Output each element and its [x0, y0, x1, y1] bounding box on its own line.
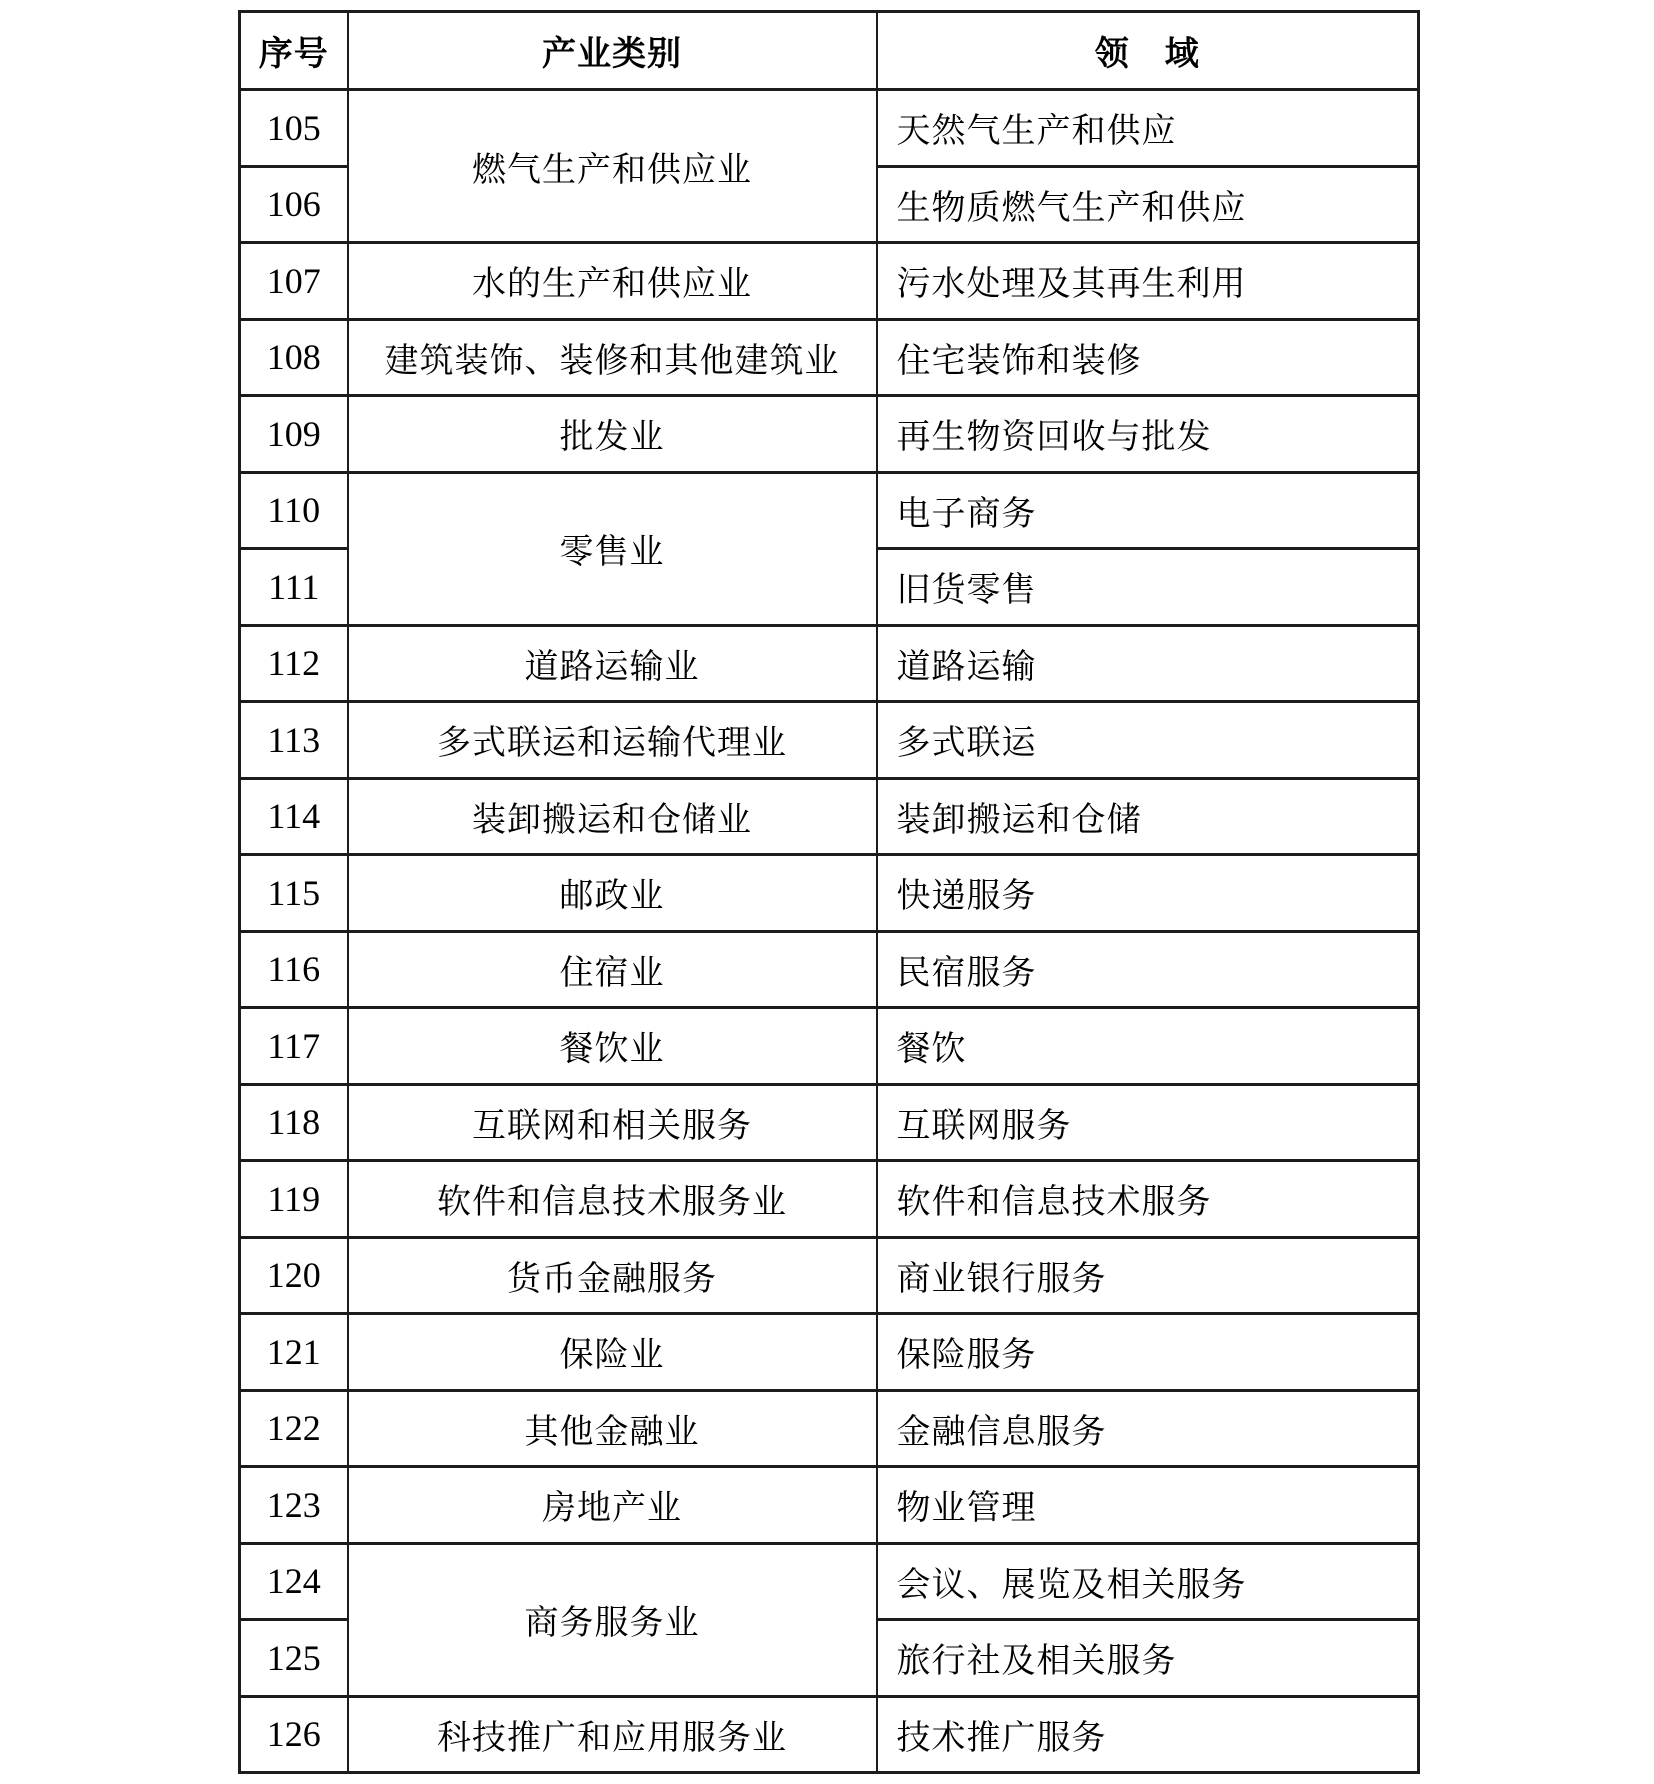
serial-number-cell: 118 [240, 1084, 348, 1161]
col-header-industry-category: 产业类别 [348, 12, 877, 90]
industry-category-cell: 住宿业 [348, 931, 877, 1008]
serial-number-cell: 113 [240, 702, 348, 779]
table-row [240, 778, 1419, 855]
col-header-field: 领 域 [877, 12, 1419, 90]
industry-category-cell: 房地产业 [348, 1467, 877, 1544]
table-row [240, 855, 1419, 932]
serial-number-cell: 126 [240, 1696, 348, 1773]
field-cell: 旧货零售 [877, 549, 1419, 626]
table-row [240, 1390, 1419, 1467]
field-cell: 金融信息服务 [877, 1390, 1419, 1467]
table-row [240, 396, 1419, 473]
table-row [240, 1237, 1419, 1314]
field-cell: 技术推广服务 [877, 1696, 1419, 1773]
field-cell: 道路运输 [877, 625, 1419, 702]
table-row [240, 90, 1419, 167]
serial-number-cell: 108 [240, 319, 348, 396]
field-cell: 商业银行服务 [877, 1237, 1419, 1314]
table-row [240, 702, 1419, 779]
industry-category-cell: 建筑装饰、装修和其他建筑业 [348, 319, 877, 396]
industry-category-cell: 商务服务业 [348, 1543, 877, 1696]
industry-category-cell: 零售业 [348, 472, 877, 625]
serial-number-cell: 107 [240, 243, 348, 320]
table-body [240, 90, 1419, 1773]
industry-category-cell: 保险业 [348, 1314, 877, 1391]
serial-number-cell: 122 [240, 1390, 348, 1467]
table-row [240, 243, 1419, 320]
field-cell: 装卸搬运和仓储 [877, 778, 1419, 855]
serial-number-cell: 124 [240, 1543, 348, 1620]
table-row [240, 1314, 1419, 1391]
table-row [240, 1543, 1419, 1620]
field-cell: 物业管理 [877, 1467, 1419, 1544]
serial-number-cell: 125 [240, 1620, 348, 1697]
field-cell: 生物质燃气生产和供应 [877, 166, 1419, 243]
table-row [240, 1467, 1419, 1544]
industry-category-cell: 其他金融业 [348, 1390, 877, 1467]
field-cell: 软件和信息技术服务 [877, 1161, 1419, 1238]
field-cell: 污水处理及其再生利用 [877, 243, 1419, 320]
industry-category-cell: 货币金融服务 [348, 1237, 877, 1314]
industry-category-cell: 水的生产和供应业 [348, 243, 877, 320]
col-header-serial-number: 序号 [240, 12, 348, 90]
serial-number-cell: 120 [240, 1237, 348, 1314]
table-row [240, 1008, 1419, 1085]
table-row [240, 472, 1419, 549]
table-row [240, 931, 1419, 1008]
serial-number-cell: 109 [240, 396, 348, 473]
industry-category-cell: 多式联运和运输代理业 [348, 702, 877, 779]
serial-number-cell: 112 [240, 625, 348, 702]
field-cell: 旅行社及相关服务 [877, 1620, 1419, 1697]
field-cell: 餐饮 [877, 1008, 1419, 1085]
serial-number-cell: 106 [240, 166, 348, 243]
industry-category-cell: 软件和信息技术服务业 [348, 1161, 877, 1238]
serial-number-cell: 117 [240, 1008, 348, 1085]
field-cell: 住宅装饰和装修 [877, 319, 1419, 396]
industry-category-cell: 餐饮业 [348, 1008, 877, 1085]
serial-number-cell: 121 [240, 1314, 348, 1391]
field-cell: 再生物资回收与批发 [877, 396, 1419, 473]
field-cell: 互联网服务 [877, 1084, 1419, 1161]
industry-category-cell: 互联网和相关服务 [348, 1084, 877, 1161]
field-cell: 快递服务 [877, 855, 1419, 932]
serial-number-cell: 116 [240, 931, 348, 1008]
table-row [240, 319, 1419, 396]
industry-category-cell: 装卸搬运和仓储业 [348, 778, 877, 855]
industry-category-cell: 燃气生产和供应业 [348, 90, 877, 243]
industry-category-table [238, 10, 1420, 1774]
serial-number-cell: 119 [240, 1161, 348, 1238]
serial-number-cell: 110 [240, 472, 348, 549]
field-cell: 民宿服务 [877, 931, 1419, 1008]
field-cell: 电子商务 [877, 472, 1419, 549]
table-header-row [240, 12, 1419, 90]
field-cell: 保险服务 [877, 1314, 1419, 1391]
industry-category-cell: 科技推广和应用服务业 [348, 1696, 877, 1773]
serial-number-cell: 105 [240, 90, 348, 167]
serial-number-cell: 114 [240, 778, 348, 855]
industry-category-cell: 道路运输业 [348, 625, 877, 702]
field-cell: 天然气生产和供应 [877, 90, 1419, 167]
serial-number-cell: 123 [240, 1467, 348, 1544]
table-row [240, 1161, 1419, 1238]
industry-category-cell: 邮政业 [348, 855, 877, 932]
serial-number-cell: 115 [240, 855, 348, 932]
field-cell: 多式联运 [877, 702, 1419, 779]
table-row [240, 625, 1419, 702]
serial-number-cell: 111 [240, 549, 348, 626]
table-row [240, 1696, 1419, 1773]
field-cell: 会议、展览及相关服务 [877, 1543, 1419, 1620]
industry-category-cell: 批发业 [348, 396, 877, 473]
table-row [240, 1084, 1419, 1161]
